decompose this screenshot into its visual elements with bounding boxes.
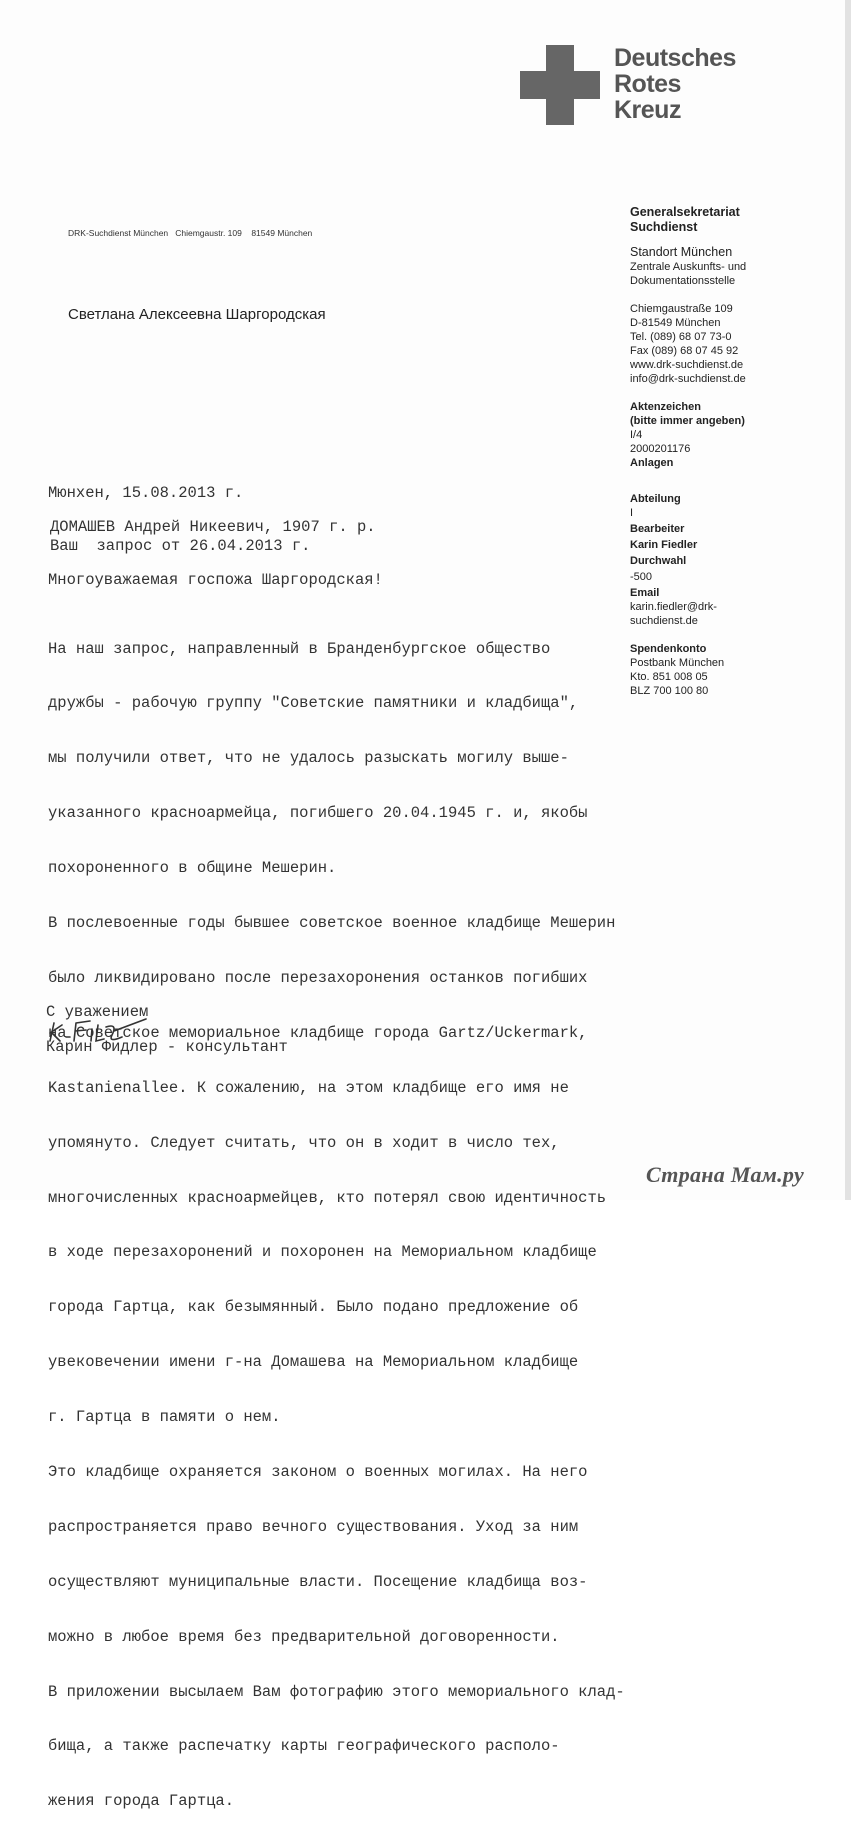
body-line: упомянуто. Следует считать, что он в ходит в число тех, xyxy=(48,1133,560,1152)
reference-value-2: 2000201176 xyxy=(630,443,691,455)
body-line: мы получили ответ, что не удалось разыскать могилу выше- xyxy=(48,749,569,768)
subject-line-2: Ваш запрос от 26.04.2013 г. xyxy=(50,537,311,555)
watermark-text: Страна Мам.ру xyxy=(646,1162,805,1187)
letter-date: Мюнхен, 15.08.2013 г. xyxy=(48,484,244,502)
location-label: Standort München xyxy=(630,245,733,259)
closing-phrase: С уважением xyxy=(46,1003,149,1021)
body-line: дружбы - рабочую группу "Советские памятники и кладбища", xyxy=(48,694,579,713)
handler-name: Karin Fiedler xyxy=(630,539,698,551)
letter-body xyxy=(48,603,625,1847)
street-address: Chiemgaustraße 109 xyxy=(630,303,733,315)
body-line: В послевоенные годы бывшее советское военное кладбище Мешерин xyxy=(48,914,616,933)
body-line: похороненного в общине Мешерин. xyxy=(48,859,337,878)
telephone: Tel. (089) 68 07 73-0 xyxy=(630,331,732,343)
body-line: бища, а также распечатку карты географического располо- xyxy=(48,1737,560,1756)
body-line: города Гартца, как безымянный. Было подано предложение об xyxy=(48,1298,579,1317)
logo-wordmark xyxy=(614,45,736,123)
sidebar-info xyxy=(630,205,840,698)
body-line: осуществляют муниципальные власти. Посещение кладбища воз- xyxy=(48,1572,588,1591)
body-line: указанного красноармейца, погибшего 20.04.1945 г. и, якобы xyxy=(48,804,588,823)
email-value-2[interactable]: suchdienst.de xyxy=(630,615,698,627)
body-line: на Советское мемориальное кладбище города Gartz/Uckermark, xyxy=(48,1023,588,1042)
body-line: На наш запрос, направленный в Бранденбургское общество xyxy=(48,639,551,658)
bank-code: BLZ 700 100 80 xyxy=(630,685,709,697)
site-watermark xyxy=(646,1162,804,1188)
cross-icon xyxy=(520,45,600,125)
body-line: увековечении имени г-на Домашева на Мемориальном кладбище xyxy=(48,1353,579,1372)
city-address: D-81549 München xyxy=(630,317,721,329)
reference-label: Aktenzeichen xyxy=(630,401,701,413)
body-line: жения города Гартца. xyxy=(48,1792,235,1811)
reference-note: (bitte immer angeben) xyxy=(630,415,745,427)
body-line: г. Гартца в памяти о нем. xyxy=(48,1408,281,1427)
subject-line-1: ДОМАШЕВ Андрей Никеевич, 1907 г. р. xyxy=(50,518,376,536)
body-line: можно в любое время без предварительной договоренности. xyxy=(48,1627,560,1646)
signer-name: Карин Фидлер - консультант xyxy=(46,1038,288,1056)
fax: Fax (089) 68 07 45 92 xyxy=(630,345,739,357)
logo-line-3: Kreuz xyxy=(614,96,681,124)
body-line: Kastanienallee. К сожалению, на этом кладбище его имя не xyxy=(48,1078,569,1097)
donation-label: Spendenkonto xyxy=(630,643,707,655)
email-link[interactable]: info@drk-suchdienst.de xyxy=(630,373,746,385)
extension-value: -500 xyxy=(630,571,653,583)
bank-name: Postbank München xyxy=(630,657,725,669)
greeting: Многоуважаемая госпожа Шаргородская! xyxy=(48,571,383,589)
office-line-2: Dokumentationsstelle xyxy=(630,275,736,287)
office-line-1: Zentrale Auskunfts- und xyxy=(630,261,747,273)
department-value: I xyxy=(630,507,634,519)
body-line: было ликвидировано после перезахоронения останков погибших xyxy=(48,968,588,987)
body-line: распространяется право вечного существования. Уход за ним xyxy=(48,1517,579,1536)
department-label: Abteilung xyxy=(630,493,681,505)
dept-title-2: Suchdienst xyxy=(630,220,698,234)
bank-account: Kto. 851 008 05 xyxy=(630,671,708,683)
email-label: Email xyxy=(630,587,660,599)
red-cross-logo xyxy=(520,45,840,135)
attachments-label: Anlagen xyxy=(630,457,674,469)
handler-label: Bearbeiter xyxy=(630,523,685,535)
body-line: в ходе перезахоронений и похоронен на Мемориальном кладбище xyxy=(48,1243,597,1262)
dept-title-1: Generalsekretariat xyxy=(630,205,740,219)
email-value-1[interactable]: karin.fiedler@drk- xyxy=(630,601,717,613)
logo-line-2: Rotes xyxy=(614,70,681,98)
reference-value-1: I/4 xyxy=(630,429,643,441)
body-line: В приложении высылаем Вам фотографию этого мемориального клад- xyxy=(48,1682,625,1701)
sender-return-address: DRK-Suchdienst München Chiemgaustr. 109 81549 München xyxy=(68,228,313,238)
extension-label: Durchwahl xyxy=(630,555,687,567)
recipient-name: Светлана Алексеевна Шаргородская xyxy=(68,306,326,323)
logo-line-1: Deutsches xyxy=(614,44,736,72)
website-link[interactable]: www.drk-suchdienst.de xyxy=(630,359,744,371)
body-line: многочисленных красноармейцев, кто потерял свою идентичность xyxy=(48,1188,607,1207)
body-line: Это кладбище охраняется законом о военных могилах. На него xyxy=(48,1462,588,1481)
